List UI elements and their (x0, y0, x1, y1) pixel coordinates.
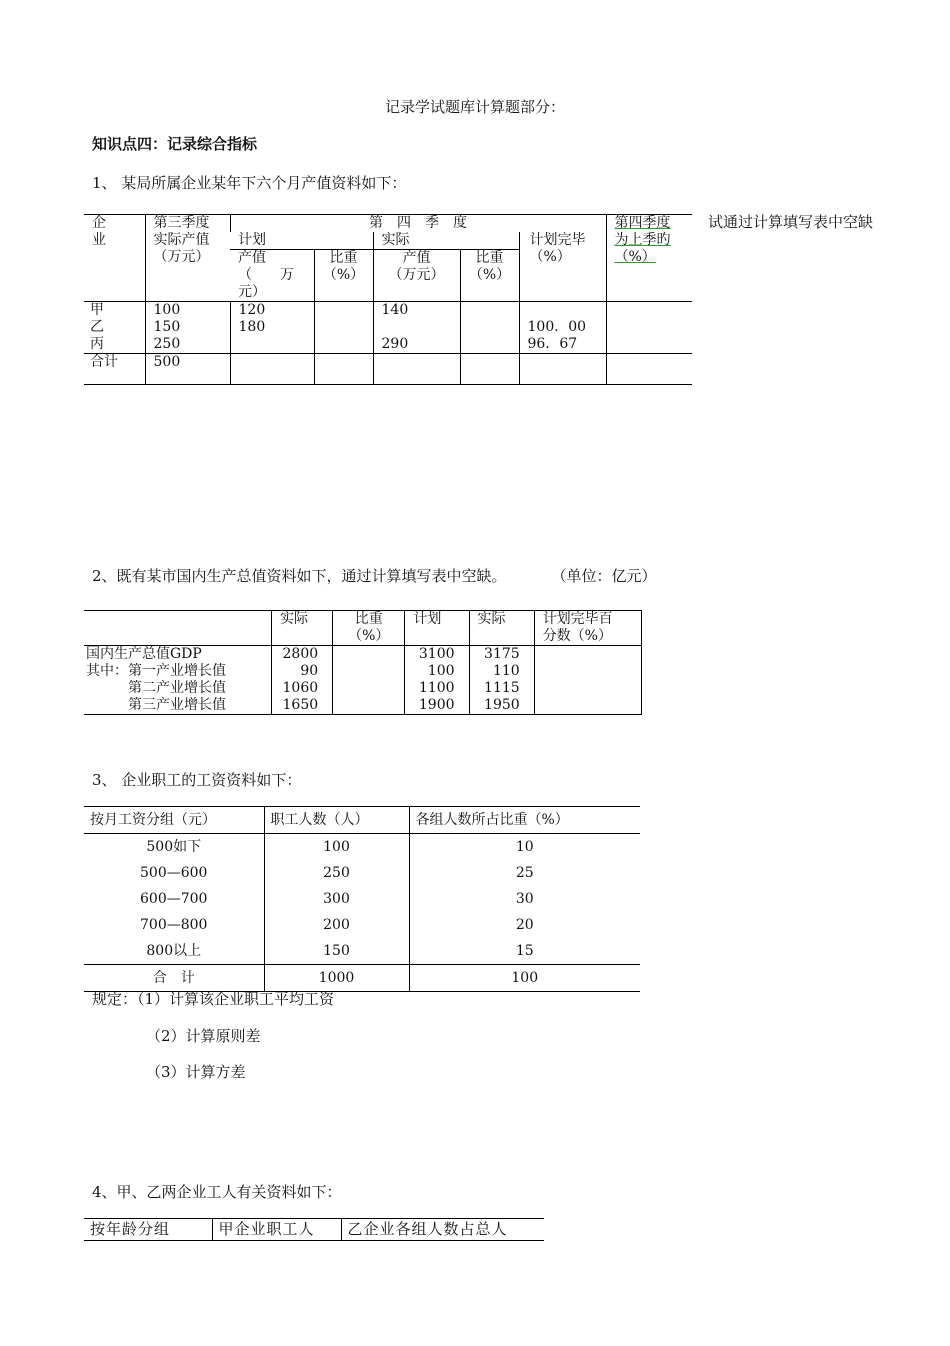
question-1-note: 试通过计算填写表中空缺 (708, 213, 874, 231)
wage-header-count: 职工人数（人） (264, 807, 409, 834)
header-plan-share: 比重 （%） (314, 250, 373, 302)
gdp-header-plan: 计划 (405, 611, 469, 646)
question-4-text: 4、甲、乙两企业工人有关资料如下： (92, 1183, 342, 1201)
question-1-table (84, 214, 692, 385)
wage-count: 200 (264, 912, 409, 938)
completion-values: 100．00 96．67 (519, 302, 606, 354)
wage-share: 15 (409, 938, 640, 965)
gdp-header-completion: 计划完毕百 分数（%） (534, 611, 641, 646)
table-row (84, 860, 640, 886)
table-row (84, 834, 640, 861)
total-q3: 500 (145, 354, 230, 385)
total-cell (519, 354, 606, 385)
question-3-text: 3、 企业职工的工资资料如下： (92, 771, 302, 789)
gdp-plan-values: 3100 100 1100 1900 (405, 646, 469, 715)
requirement-2: （2）计算原则差 (146, 1027, 261, 1045)
gdp-row-labels: 国内生产总值GDP 其中：第一产业增长值 第二产业增长值 第三产业增长值 (84, 646, 272, 715)
gdp-share-cell (333, 646, 405, 715)
section-heading: 知识点四：记录综合指标 (92, 135, 258, 153)
header-plan: 计划 (238, 232, 266, 248)
gdp-header-actual2: 实际 (469, 611, 534, 646)
total-cell (373, 354, 460, 385)
gdp-actual-values: 2800 90 1060 1650 (272, 646, 333, 715)
wage-group: 700—800 (140, 916, 208, 933)
question-1-text: 1、 某局所属企业某年下六个月产值资料如下： (92, 174, 407, 192)
gdp-actual2-values: 3175 110 1115 1950 (469, 646, 534, 715)
wage-group: 800以上 (146, 942, 202, 959)
header-actual-value: 产值 （万元） (373, 250, 460, 302)
gdp-header-blank (84, 611, 272, 646)
gdp-completion-cell (534, 646, 641, 715)
wage-header-group: 按月工资分组（元） (84, 807, 264, 834)
wage-total-label: 合 计 (84, 965, 264, 992)
wage-count: 100 (264, 834, 409, 861)
table-row (84, 886, 640, 912)
header-q4: 第 四 季 度 (230, 215, 606, 233)
question-4-table (84, 1218, 544, 1241)
wage-total-count: 1000 (264, 965, 409, 992)
header-actual-share: 比重 （%） (460, 250, 519, 302)
total-cell (460, 354, 519, 385)
wage-group: 500如下 (146, 838, 202, 855)
wage-group: 600—700 (140, 890, 208, 907)
age-header-group: 按年龄分组 (84, 1219, 212, 1241)
total-label: 合计 (84, 354, 145, 385)
wage-share: 20 (409, 912, 640, 938)
total-cell (606, 354, 692, 385)
requirement-3: （3）计算方差 (146, 1063, 246, 1081)
total-cell (314, 354, 373, 385)
header-completion: 计划完毕 （%） (519, 232, 606, 302)
total-cell (230, 354, 314, 385)
header-plan-value: 产值 （ 万 元） (230, 250, 314, 302)
wage-count: 250 (264, 860, 409, 886)
requirement-1: 规定：（1）计算该企业职工平均工资 (92, 990, 335, 1008)
wage-share: 25 (409, 860, 640, 886)
company-names: 甲 乙 丙 (84, 302, 145, 354)
wage-share: 30 (409, 886, 640, 912)
header-q4-vs-q3: 第四季度 为上季旳 （%） (606, 215, 692, 302)
gdp-header-actual: 实际 (272, 611, 333, 646)
wage-count: 150 (264, 938, 409, 965)
plan-values: 120 180 (230, 302, 314, 354)
header-company: 企 业 (84, 215, 145, 302)
question-2-table (84, 610, 642, 715)
header-actual: 实际 (373, 232, 519, 250)
document-title: 记录学试题库计算题部分： (384, 98, 565, 116)
header-q3-actual: 第三季度 实际产值 （万元） (145, 215, 230, 302)
plan-share-cell (314, 302, 373, 354)
wage-total-share: 100 (409, 965, 640, 992)
table-row (84, 938, 640, 965)
question-3-table (84, 806, 640, 992)
table-row (84, 912, 640, 938)
wage-group: 500—600 (140, 864, 208, 881)
age-header-company-b: 乙企业各组人数占总人 (341, 1219, 544, 1241)
actual-values: 140 290 (373, 302, 460, 354)
gdp-header-share: 比重 （%） (333, 611, 405, 646)
question-2-text: 2、既有某市国内生产总值资料如下，通过计算填写表中空缺。 （单位：亿元） (92, 567, 657, 585)
wage-share: 10 (409, 834, 640, 861)
wage-count: 300 (264, 886, 409, 912)
actual-share-cell (460, 302, 519, 354)
wage-header-share: 各组人数所占比重（%） (409, 807, 640, 834)
age-header-company-a: 甲企业职工人 (212, 1219, 341, 1241)
q4-vs-cell (606, 302, 692, 354)
q3-values: 100 150 250 (145, 302, 230, 354)
